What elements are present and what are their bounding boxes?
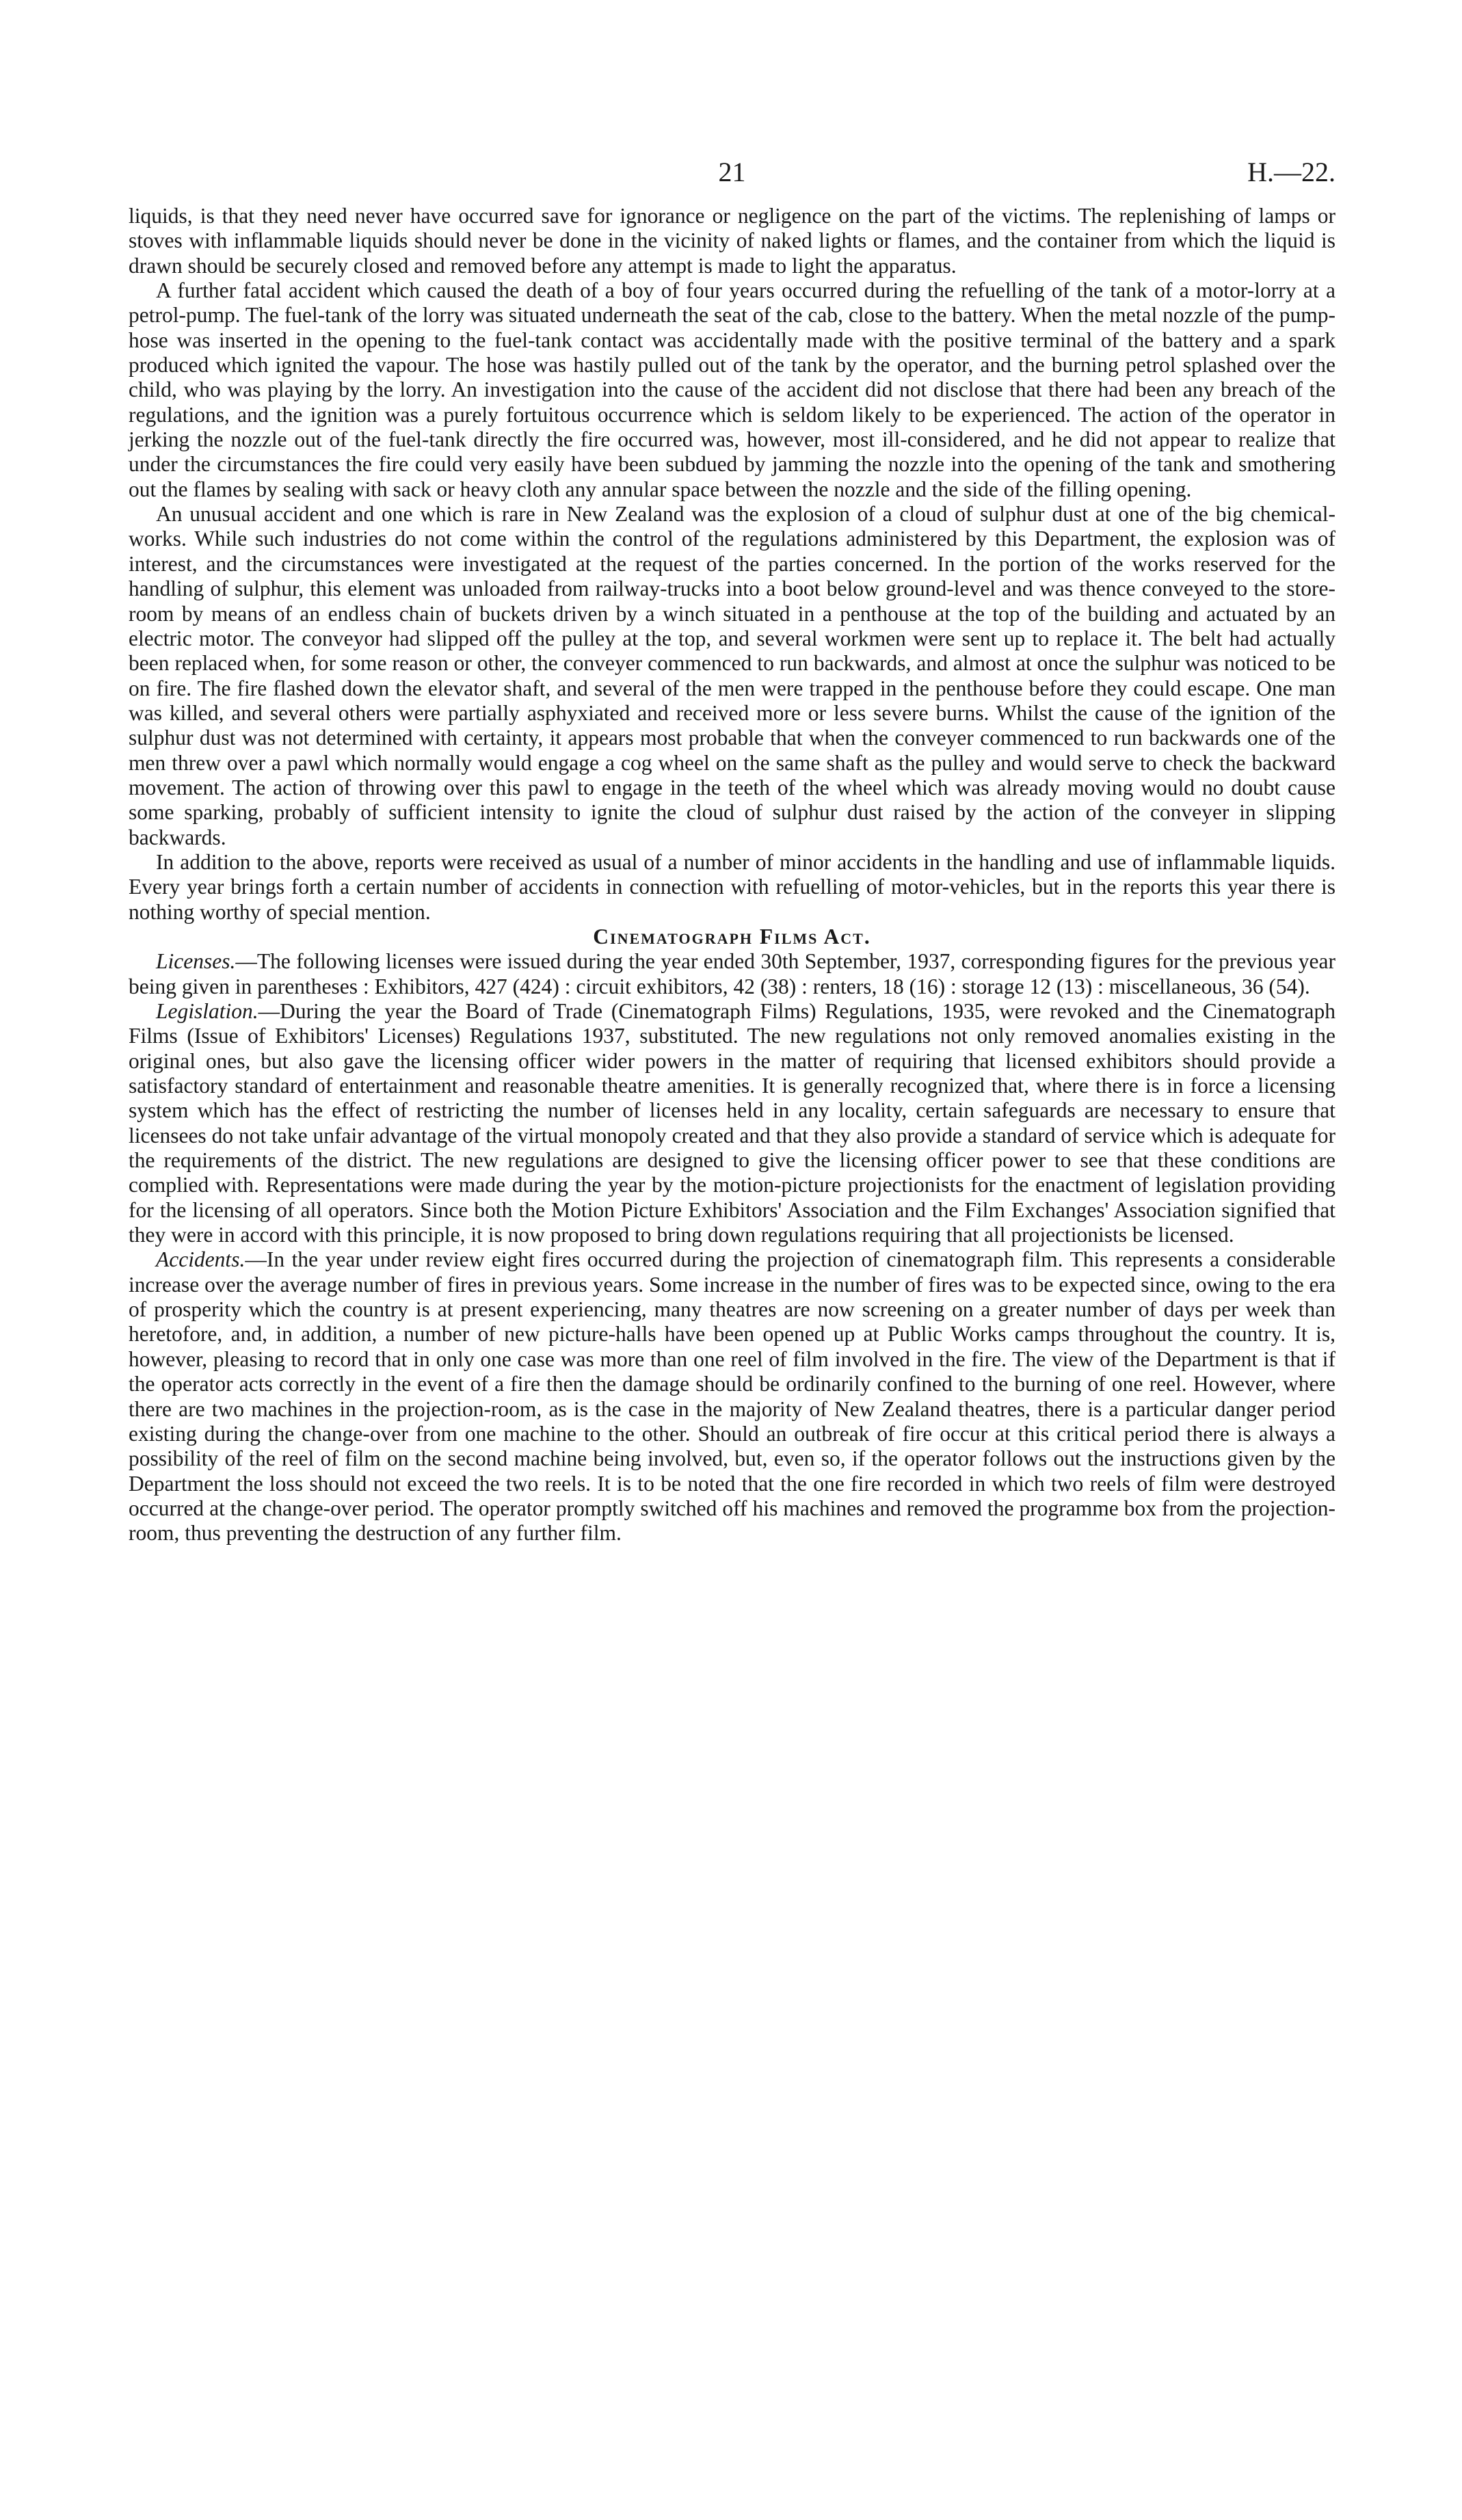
paragraph-accidents — [129, 1247, 1335, 1546]
paragraph-licenses — [129, 949, 1335, 999]
body-text — [129, 204, 1335, 1546]
paragraph-sulphur-explosion: An unusual accident and one which is rare in New Zealand was the explosion of a cloud of sulphur dust at one of the big chemical-works. While such industries do not come within the control of the regulations administered by this Department, the explosion was of interest, and the circumstances were investigated at the request of the parties concerned. In the portion of the works reserved for the handling of sulphur, this element was unloaded from railway-trucks into a boot below ground-level and was thence conveyed to the store-room by means of an endless chain of buckets driven by a winch situated in a penthouse at the top of the building and actuated by an electric motor. The conveyor had slipped off the pulley at the top, and several workmen were sent up to replace it. The belt had actually been replaced when, for some reason or other, the conveyer commenced to run backwards, and almost at once the sulphur was noticed to be on fire. The fire flashed down the elevator shaft, and several of the men were trapped in the penthouse before they could escape. One man was killed, and several others were partially asphyxiated and received more or less severe burns. Whilst the cause of the ignition of the sulphur dust was not determined with certainty, it appears most probable that when the conveyer commenced to run backwards one of the men threw over a pawl which normally would engage a cog wheel on the same shaft as the pulley and would serve to check the backward movement. The action of throwing over this pawl to engage in the teeth of the wheel which was already moving would no doubt cause some sparking, probably of sufficient intensity to ignite the cloud of sulphur dust raised by the action of the conveyer in slipping backwards. — [129, 502, 1335, 849]
legislation-label: Legislation. — [156, 999, 258, 1023]
licenses-label: Licenses. — [156, 949, 236, 974]
paragraph-motor-lorry-accident: A further fatal accident which caused the death of a boy of four years occurred during the refuelling of the tank of a motor-lorry at a petrol-pump. The fuel-tank of the lorry was situated underneath the seat of the cab, close to the battery. When the metal nozzle of the pump-hose was inserted in the opening to the fuel-tank contact was accidentally made with the positive terminal of the battery and a spark produced which ignited the vapour. The hose was hastily pulled out of the tank by the operator, and the burning petrol splashed over the child, who was playing by the lorry. An investigation into the cause of the accident did not disclose that there had been any breach of the regulations, and the ignition was a purely fortuitous occurrence which is seldom likely to be experienced. The action of the operator in jerking the nozzle out of the fuel-tank directly the fire occurred was, however, most ill-considered, and he did not appear to realize that under the circumstances the fire could very easily have been subdued by jamming the nozzle into the opening of the tank and smothering out the flames by sealing with sack or heavy cloth any annular space between the nozzle and the side of the filling opening. — [129, 278, 1335, 501]
page-header — [129, 156, 1335, 204]
paragraph-minor-accidents: In addition to the above, reports were received as usual of a number of minor accidents in the handling and use of inflammable liquids. Every year brings forth a certain number of accidents in connection with refuelling of motor-vehicles, but in the reports this year there is nothing worthy of special mention. — [129, 849, 1335, 924]
paragraph-continuation: liquids, is that they need never have occurred save for ignorance or negligence on the part of the victims. The replenishing of lamps or stoves with inflammable liquids should never be done in the vicinity of naked lights or flames, and the container from which the liquid is drawn should be securely closed and removed before any attempt is made to light the apparatus. — [129, 204, 1335, 278]
section-heading-cinematograph: Cinematograph Films Act. — [593, 924, 871, 949]
document-page — [129, 156, 1335, 1546]
licenses-text: —The following licenses were issued during the year ended 30th September, 1937, corresponding figures for the previous year being given in parentheses : Exhibitors, 427 (424) : circuit exhibitors, 42 (38) : renters, 18 (16) : storage 12 (13) : miscellaneous, 36 (54). — [129, 949, 1335, 998]
accidents-label: Accidents. — [156, 1247, 245, 1272]
page-number: 21 — [718, 157, 746, 187]
document-reference: H.—22. — [1247, 157, 1335, 187]
paragraph-legislation — [129, 999, 1335, 1247]
legislation-text: —During the year the Board of Trade (Cinematograph Films) Regulations, 1935, were revoked and the Cinematograph Films (Issue of Exhibitors' Licenses) Regulations 1937, substituted. The new regulations not only removed anomalies existing in the original ones, but also gave the licensing officer wider powers in the matter of requiring that licensed exhibitors should provide a satisfactory standard of entertainment and reasonable theatre amenities. It is generally recognized that, where there is in force a licensing system which has the effect of restricting the number of licenses held in any locality, certain safeguards are necessary to ensure that licensees do not take unfair advantage of the virtual monopoly created and that they also provide a standard of service which is adequate for the requirements of the district. The new regulations are designed to give the licensing officer power to see that these conditions are complied with. Representations were made during the year by the motion-picture projectionists for the enactment of legislation providing for the licensing of all operators. Since both the Motion Picture Exhibitors' Association and the Film Exchanges' Association signified that they were in accord with this principle, it is now proposed to bring down regulations requiring that all projectionists be licensed. — [129, 999, 1335, 1247]
accidents-text: —In the year under review eight fires occurred during the projection of cinematograph film. This represents a considerable increase over the average number of fires in previous years. Some increase in the number of fires was to be expected since, owing to the era of prosperity which the country is at present experiencing, many theatres are now screening on a greater number of days per week than heretofore, and, in addition, a number of new picture-halls have been opened up at Public Works camps throughout the country. It is, however, pleasing to record that in only one case was more than one reel of film involved in the fire. The view of the Department is that if the operator acts correctly in the event of a fire then the damage should be ordinarily confined to the burning of one reel. However, where there are two machines in the projection-room, as is the case in the majority of New Zealand theatres, there is a particular danger period existing during the change-over from one machine to the other. Should an outbreak of fire occur at this critical period there is always a possibility of the reel of film on the second machine being involved, but, even so, if the operator follows out the instructions given by the Department the loss should not exceed the two reels. It is to be noted that the one fire recorded in which two reels of film were destroyed occurred at the change-over period. The operator promptly switched off his machines and removed the programme box from the projection-room, thus preventing the destruction of any further film. — [129, 1247, 1335, 1546]
